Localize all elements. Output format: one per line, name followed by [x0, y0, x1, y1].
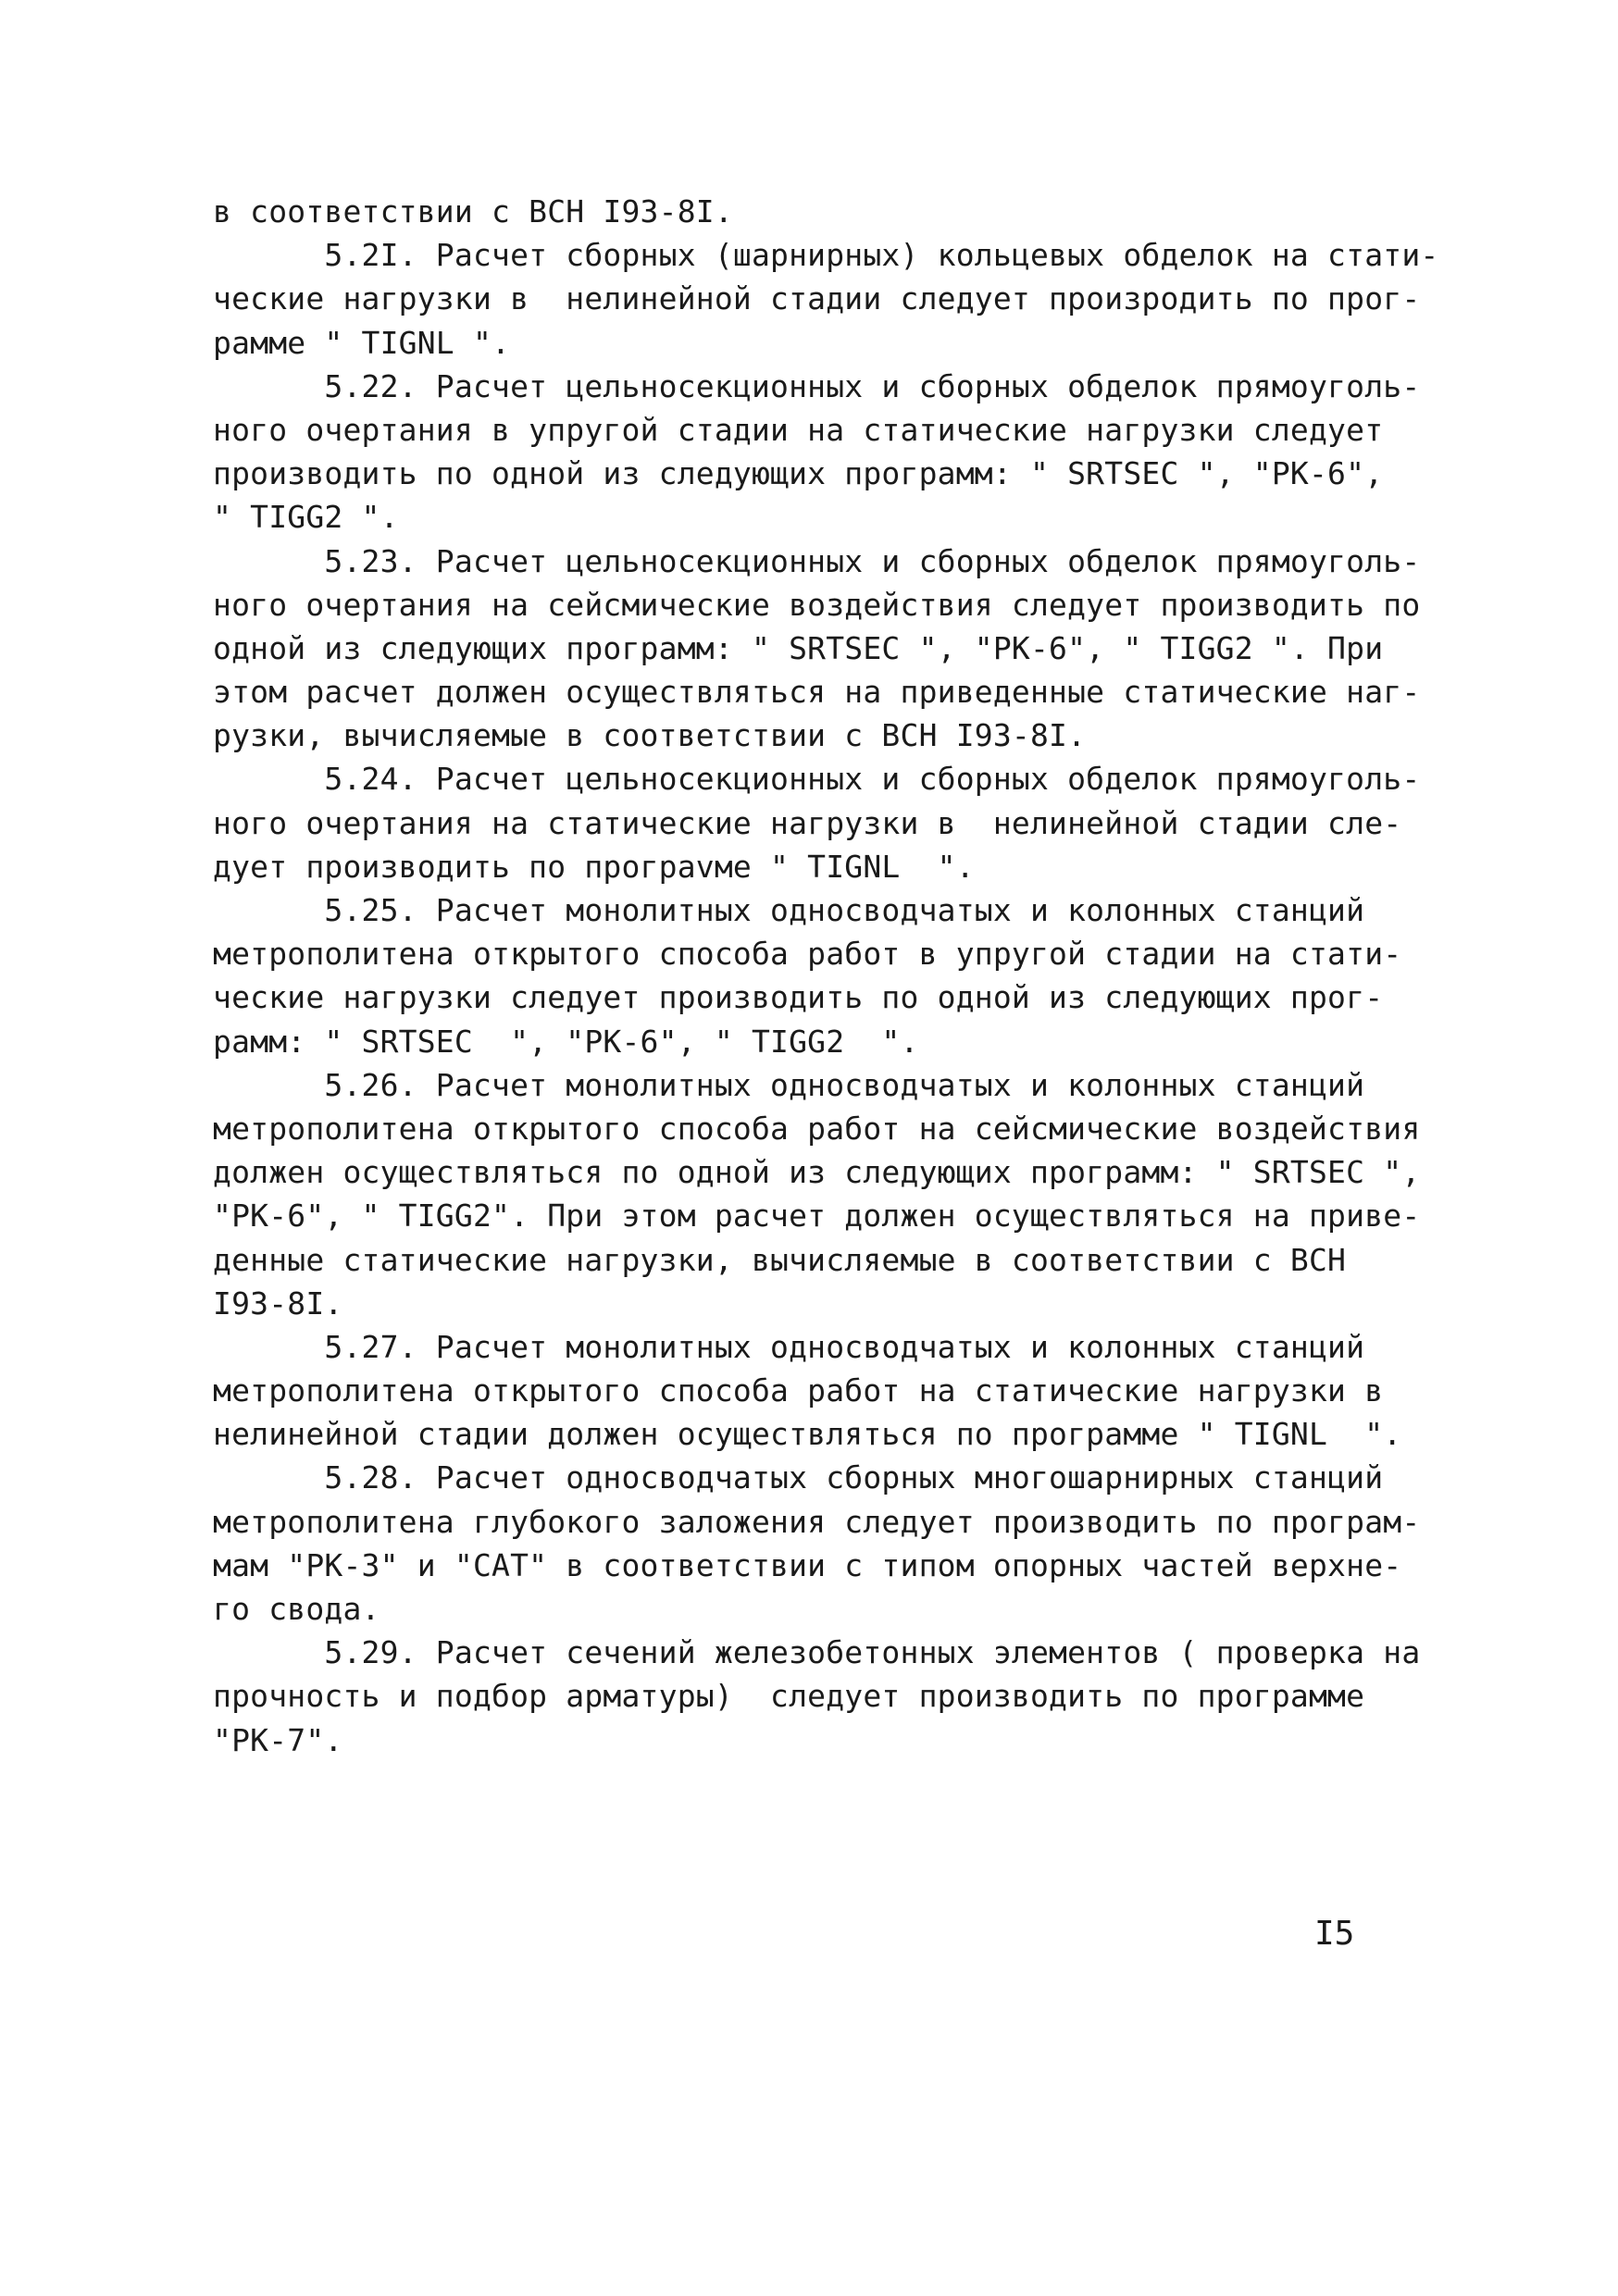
body-text — [213, 190, 1439, 1762]
text-line: ческие нагрузки в нелинейной стадии следует произродить по прог- — [213, 280, 1421, 317]
text-line: этом расчет должен осуществляться на приведенные статические наг- — [213, 674, 1421, 711]
text-line: 5.22. Расчет цельносекционных и сборных обделок прямоуголь- — [213, 367, 1421, 404]
text-line: метрополитена открытого способа работ на сейсмические воздействия — [213, 1110, 1421, 1147]
text-line: производить по одной из следующих программ: " SRTSEC ", "РК-6", — [213, 455, 1384, 492]
text-line: мам "РК-3" и "САТ" в соответствии с типом опорных частей верхне- — [213, 1546, 1402, 1583]
text-line: прочность и подбор арматуры) следует производить по программе — [213, 1678, 1365, 1715]
text-line: 5.25. Расчет монолитных односводчатых и колонных станций — [213, 892, 1365, 928]
text-line: метрополитена открытого способа работ на статические нагрузки в — [213, 1372, 1384, 1409]
text-line: ного очертания на статические нагрузки в нелинейной стадии сле- — [213, 804, 1402, 841]
text-line: денные статические нагрузки, вычисляемые в соответствии с ВСН — [213, 1241, 1347, 1278]
text-line: ного очертания на сейсмические воздействия следует производить по — [213, 586, 1421, 623]
text-line: 5.24. Расчет цельносекционных и сборных обделок прямоуголь- — [213, 761, 1421, 798]
text-line: одной из следующих программ: " SRTSEC ", "РК-6", " TIGG2 ". При — [213, 629, 1384, 666]
text-line: 5.27. Расчет монолитных односводчатых и колонных станций — [213, 1328, 1365, 1365]
text-line: метрополитена глубокого заложения следует производить по програм- — [213, 1503, 1421, 1540]
text-line: 5.23. Расчет цельносекционных и сборных обделок прямоуголь- — [213, 542, 1421, 579]
text-line: рамме " TIGNL ". — [213, 324, 511, 361]
page-number: I5 — [1314, 1915, 1355, 1953]
text-line: 5.26. Расчет монолитных односводчатых и колонных станций — [213, 1066, 1365, 1103]
text-line: ческие нагрузки следует производить по одной из следующих прог- — [213, 979, 1384, 1016]
text-line: I93-8I. — [213, 1285, 343, 1322]
text-line: дует производить по програvме " TIGNL ". — [213, 848, 975, 885]
text-line: ного очертания в упругой стадии на статические нагрузки следует — [213, 411, 1384, 448]
text-line: 5.28. Расчет односводчатых сборных многошарнирных станций — [213, 1459, 1384, 1496]
text-line: должен осуществляться по одной из следующих программ: " SRTSEC ", — [213, 1154, 1421, 1191]
text-line: го свода. — [213, 1591, 380, 1627]
text-line: рузки, вычисляемые в соответствии с ВСН I93-8I. — [213, 717, 1087, 754]
text-line: в соответствии с ВСН I93-8I. — [213, 193, 733, 230]
text-line: рамм: " SRTSEC ", "РК-6", " TIGG2 ". — [213, 1023, 919, 1060]
text-line: "РК-6", " TIGG2". При этом расчет должен осуществляться на приве- — [213, 1198, 1421, 1235]
text-line: 5.29. Расчет сечений железобетонных элементов ( проверка на — [213, 1634, 1421, 1671]
text-line: нелинейной стадии должен осуществляться по программе " TIGNL ". — [213, 1416, 1402, 1453]
text-line: "РК-7". — [213, 1721, 343, 1758]
text-line: " TIGG2 ". — [213, 499, 399, 536]
text-line: метрополитена открытого способа работ в упругой стадии на стати- — [213, 936, 1402, 973]
text-line: 5.2I. Расчет сборных (шарнирных) кольцевых обделок на стати- — [213, 237, 1439, 274]
